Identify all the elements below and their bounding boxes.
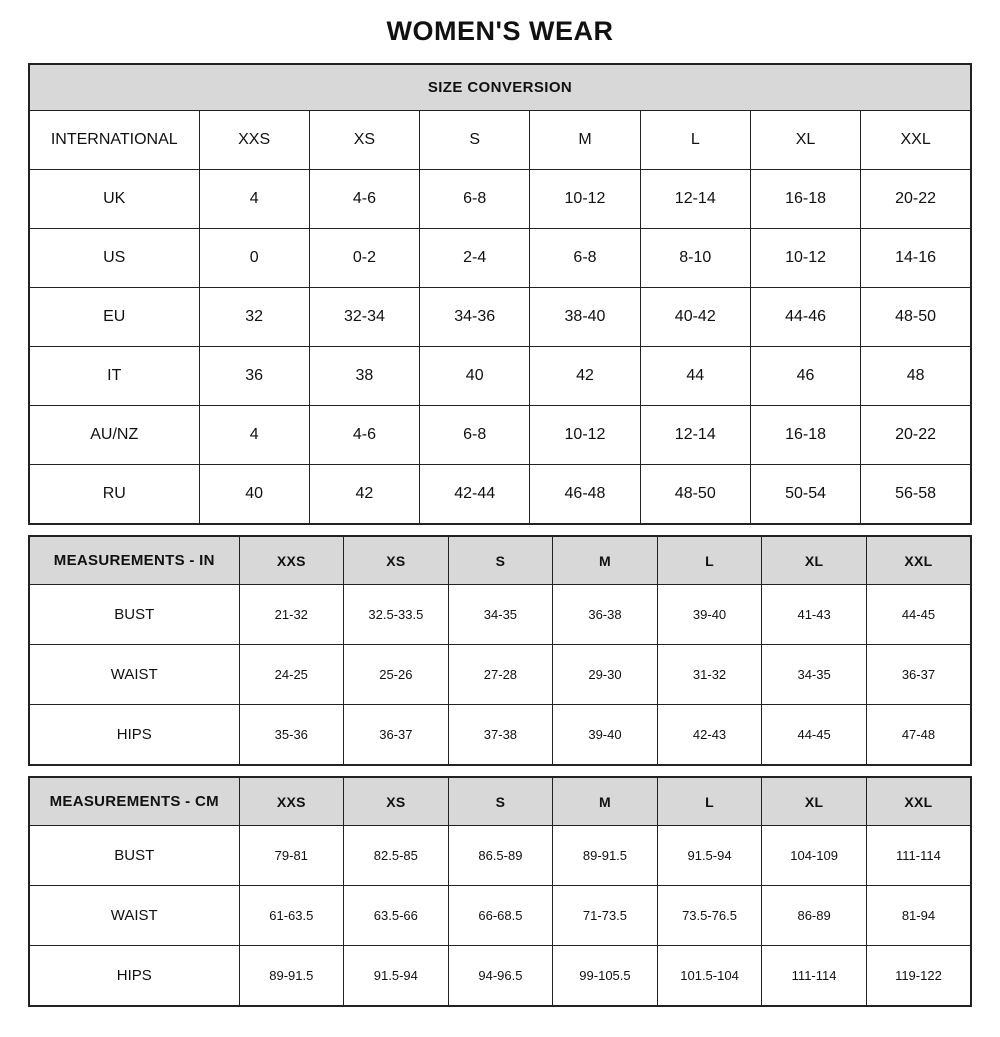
measurements-cm-size-header: S <box>448 777 553 826</box>
size-conversion-value-cell: 50-54 <box>750 465 860 525</box>
measurements-in-header-row <box>29 536 971 585</box>
measurements-in-value-cell: 36-37 <box>866 645 971 705</box>
size-conversion-value-cell: 6-8 <box>420 406 530 465</box>
measurements-cm-title: MEASUREMENTS - CM <box>29 777 239 826</box>
measurements-cm-value-cell: 99-105.5 <box>553 946 658 1007</box>
measurements-in-value-cell: 36-38 <box>553 585 658 645</box>
size-conversion-value-cell: 14-16 <box>861 229 971 288</box>
size-conversion-value-cell: 44-46 <box>750 288 860 347</box>
measurements-cm-value-cell: 82.5-85 <box>344 826 449 886</box>
size-conversion-value-cell: 48-50 <box>640 465 750 525</box>
measurements-in-value-cell: 29-30 <box>553 645 658 705</box>
size-conversion-size-header: XXL <box>861 111 971 170</box>
size-conversion-title-row <box>29 64 971 111</box>
measurements-cm-value-cell: 86.5-89 <box>448 826 553 886</box>
size-conversion-value-cell: 32-34 <box>309 288 419 347</box>
size-conversion-size-header: S <box>420 111 530 170</box>
size-conversion-value-cell: 40 <box>420 347 530 406</box>
size-conversion-value-cell: 48 <box>861 347 971 406</box>
measurements-cm-row-label: HIPS <box>29 946 239 1007</box>
measurements-in-value-cell: 44-45 <box>866 585 971 645</box>
measurements-in-value-cell: 24-25 <box>239 645 344 705</box>
measurements-cm-value-cell: 91.5-94 <box>657 826 762 886</box>
size-conversion-value-cell: 44 <box>640 347 750 406</box>
size-conversion-size-header: XS <box>309 111 419 170</box>
size-conversion-value-cell: 12-14 <box>640 406 750 465</box>
measurements-cm-value-cell: 79-81 <box>239 826 344 886</box>
size-conversion-value-cell: 40 <box>199 465 309 525</box>
measurements-in-body <box>29 585 971 766</box>
measurements-cm-body <box>29 826 971 1007</box>
size-conversion-value-cell: 46 <box>750 347 860 406</box>
size-conversion-value-cell: 10-12 <box>530 170 640 229</box>
measurements-cm-value-cell: 86-89 <box>762 886 867 946</box>
size-conversion-row-label: AU/NZ <box>29 406 199 465</box>
size-conversion-value-cell: 42 <box>309 465 419 525</box>
size-conversion-value-cell: 6-8 <box>530 229 640 288</box>
measurements-cm-value-cell: 111-114 <box>866 826 971 886</box>
size-conversion-row <box>29 229 971 288</box>
measurements-in-value-cell: 47-48 <box>866 705 971 766</box>
measurements-in-value-cell: 35-36 <box>239 705 344 766</box>
size-conversion-table <box>28 63 972 525</box>
measurements-cm-value-cell: 73.5-76.5 <box>657 886 762 946</box>
size-conversion-row-label: IT <box>29 347 199 406</box>
measurements-cm-size-header: XS <box>344 777 449 826</box>
measurements-in-value-cell: 27-28 <box>448 645 553 705</box>
measurements-cm-row-label: WAIST <box>29 886 239 946</box>
size-conversion-title: SIZE CONVERSION <box>29 64 971 111</box>
measurements-cm-size-header: L <box>657 777 762 826</box>
size-conversion-international-header: INTERNATIONAL <box>29 111 199 170</box>
measurements-in-value-cell: 25-26 <box>344 645 449 705</box>
size-conversion-value-cell: 34-36 <box>420 288 530 347</box>
size-conversion-row-label: RU <box>29 465 199 525</box>
size-conversion-size-header: XL <box>750 111 860 170</box>
measurements-in-size-header: XL <box>762 536 867 585</box>
size-conversion-value-cell: 10-12 <box>750 229 860 288</box>
measurements-cm-value-cell: 119-122 <box>866 946 971 1007</box>
measurements-in-value-cell: 39-40 <box>553 705 658 766</box>
measurements-cm-table <box>28 776 972 1007</box>
measurements-in-row-label: WAIST <box>29 645 239 705</box>
size-conversion-value-cell: 4 <box>199 170 309 229</box>
size-conversion-value-cell: 4-6 <box>309 170 419 229</box>
measurements-in-value-cell: 21-32 <box>239 585 344 645</box>
measurements-in-size-header: XS <box>344 536 449 585</box>
measurements-cm-value-cell: 81-94 <box>866 886 971 946</box>
size-conversion-row-label: UK <box>29 170 199 229</box>
measurements-cm-value-cell: 89-91.5 <box>553 826 658 886</box>
measurements-cm-value-cell: 89-91.5 <box>239 946 344 1007</box>
measurements-cm-size-header: XL <box>762 777 867 826</box>
size-conversion-value-cell: 10-12 <box>530 406 640 465</box>
measurements-in-size-header: XXS <box>239 536 344 585</box>
size-conversion-value-cell: 36 <box>199 347 309 406</box>
size-conversion-value-cell: 20-22 <box>861 406 971 465</box>
size-conversion-size-header: L <box>640 111 750 170</box>
size-conversion-value-cell: 48-50 <box>861 288 971 347</box>
measurements-cm-value-cell: 63.5-66 <box>344 886 449 946</box>
size-conversion-value-cell: 16-18 <box>750 170 860 229</box>
measurements-cm-header-row <box>29 777 971 826</box>
size-conversion-value-cell: 46-48 <box>530 465 640 525</box>
size-conversion-value-cell: 4 <box>199 406 309 465</box>
measurements-in-size-header: L <box>657 536 762 585</box>
size-conversion-value-cell: 6-8 <box>420 170 530 229</box>
measurements-in-row <box>29 585 971 645</box>
size-conversion-value-cell: 56-58 <box>861 465 971 525</box>
measurements-in-row-label: HIPS <box>29 705 239 766</box>
measurements-cm-value-cell: 101.5-104 <box>657 946 762 1007</box>
size-conversion-row <box>29 465 971 525</box>
size-conversion-header-row <box>29 111 971 170</box>
page-title: WOMEN'S WEAR <box>386 16 614 46</box>
measurements-in-size-header: M <box>553 536 658 585</box>
size-conversion-size-header: M <box>530 111 640 170</box>
size-conversion-row <box>29 288 971 347</box>
measurements-cm-value-cell: 91.5-94 <box>344 946 449 1007</box>
measurements-cm-value-cell: 71-73.5 <box>553 886 658 946</box>
size-conversion-row <box>29 347 971 406</box>
size-conversion-value-cell: 2-4 <box>420 229 530 288</box>
size-conversion-body <box>29 170 971 525</box>
measurements-in-row-label: BUST <box>29 585 239 645</box>
size-conversion-row <box>29 406 971 465</box>
measurements-cm-size-header: XXS <box>239 777 344 826</box>
measurements-in-row <box>29 645 971 705</box>
size-conversion-value-cell: 8-10 <box>640 229 750 288</box>
size-conversion-value-cell: 42-44 <box>420 465 530 525</box>
size-conversion-value-cell: 38-40 <box>530 288 640 347</box>
size-conversion-value-cell: 12-14 <box>640 170 750 229</box>
measurements-in-value-cell: 34-35 <box>762 645 867 705</box>
size-conversion-value-cell: 32 <box>199 288 309 347</box>
size-conversion-size-header: XXS <box>199 111 309 170</box>
measurements-in-row <box>29 705 971 766</box>
measurements-cm-value-cell: 94-96.5 <box>448 946 553 1007</box>
measurements-cm-value-cell: 66-68.5 <box>448 886 553 946</box>
measurements-in-value-cell: 44-45 <box>762 705 867 766</box>
measurements-cm-size-header: M <box>553 777 658 826</box>
measurements-in-title: MEASUREMENTS - IN <box>29 536 239 585</box>
size-conversion-value-cell: 38 <box>309 347 419 406</box>
size-conversion-value-cell: 4-6 <box>309 406 419 465</box>
measurements-cm-row-label: BUST <box>29 826 239 886</box>
size-conversion-value-cell: 16-18 <box>750 406 860 465</box>
size-conversion-value-cell: 20-22 <box>861 170 971 229</box>
measurements-in-value-cell: 39-40 <box>657 585 762 645</box>
measurements-cm-value-cell: 104-109 <box>762 826 867 886</box>
measurements-cm-row <box>29 826 971 886</box>
size-conversion-row-label: US <box>29 229 199 288</box>
measurements-in-table <box>28 535 972 766</box>
size-conversion-value-cell: 0 <box>199 229 309 288</box>
measurements-cm-row <box>29 886 971 946</box>
measurements-in-value-cell: 41-43 <box>762 585 867 645</box>
size-conversion-value-cell: 0-2 <box>309 229 419 288</box>
measurements-in-value-cell: 36-37 <box>344 705 449 766</box>
measurements-in-size-header: S <box>448 536 553 585</box>
size-conversion-value-cell: 40-42 <box>640 288 750 347</box>
measurements-in-value-cell: 32.5-33.5 <box>344 585 449 645</box>
measurements-in-value-cell: 34-35 <box>448 585 553 645</box>
measurements-cm-row <box>29 946 971 1007</box>
measurements-in-size-header: XXL <box>866 536 971 585</box>
measurements-cm-size-header: XXL <box>866 777 971 826</box>
size-conversion-value-cell: 42 <box>530 347 640 406</box>
size-conversion-row <box>29 170 971 229</box>
measurements-in-value-cell: 42-43 <box>657 705 762 766</box>
measurements-in-value-cell: 31-32 <box>657 645 762 705</box>
size-conversion-row-label: EU <box>29 288 199 347</box>
measurements-in-value-cell: 37-38 <box>448 705 553 766</box>
measurements-cm-value-cell: 111-114 <box>762 946 867 1007</box>
measurements-cm-value-cell: 61-63.5 <box>239 886 344 946</box>
